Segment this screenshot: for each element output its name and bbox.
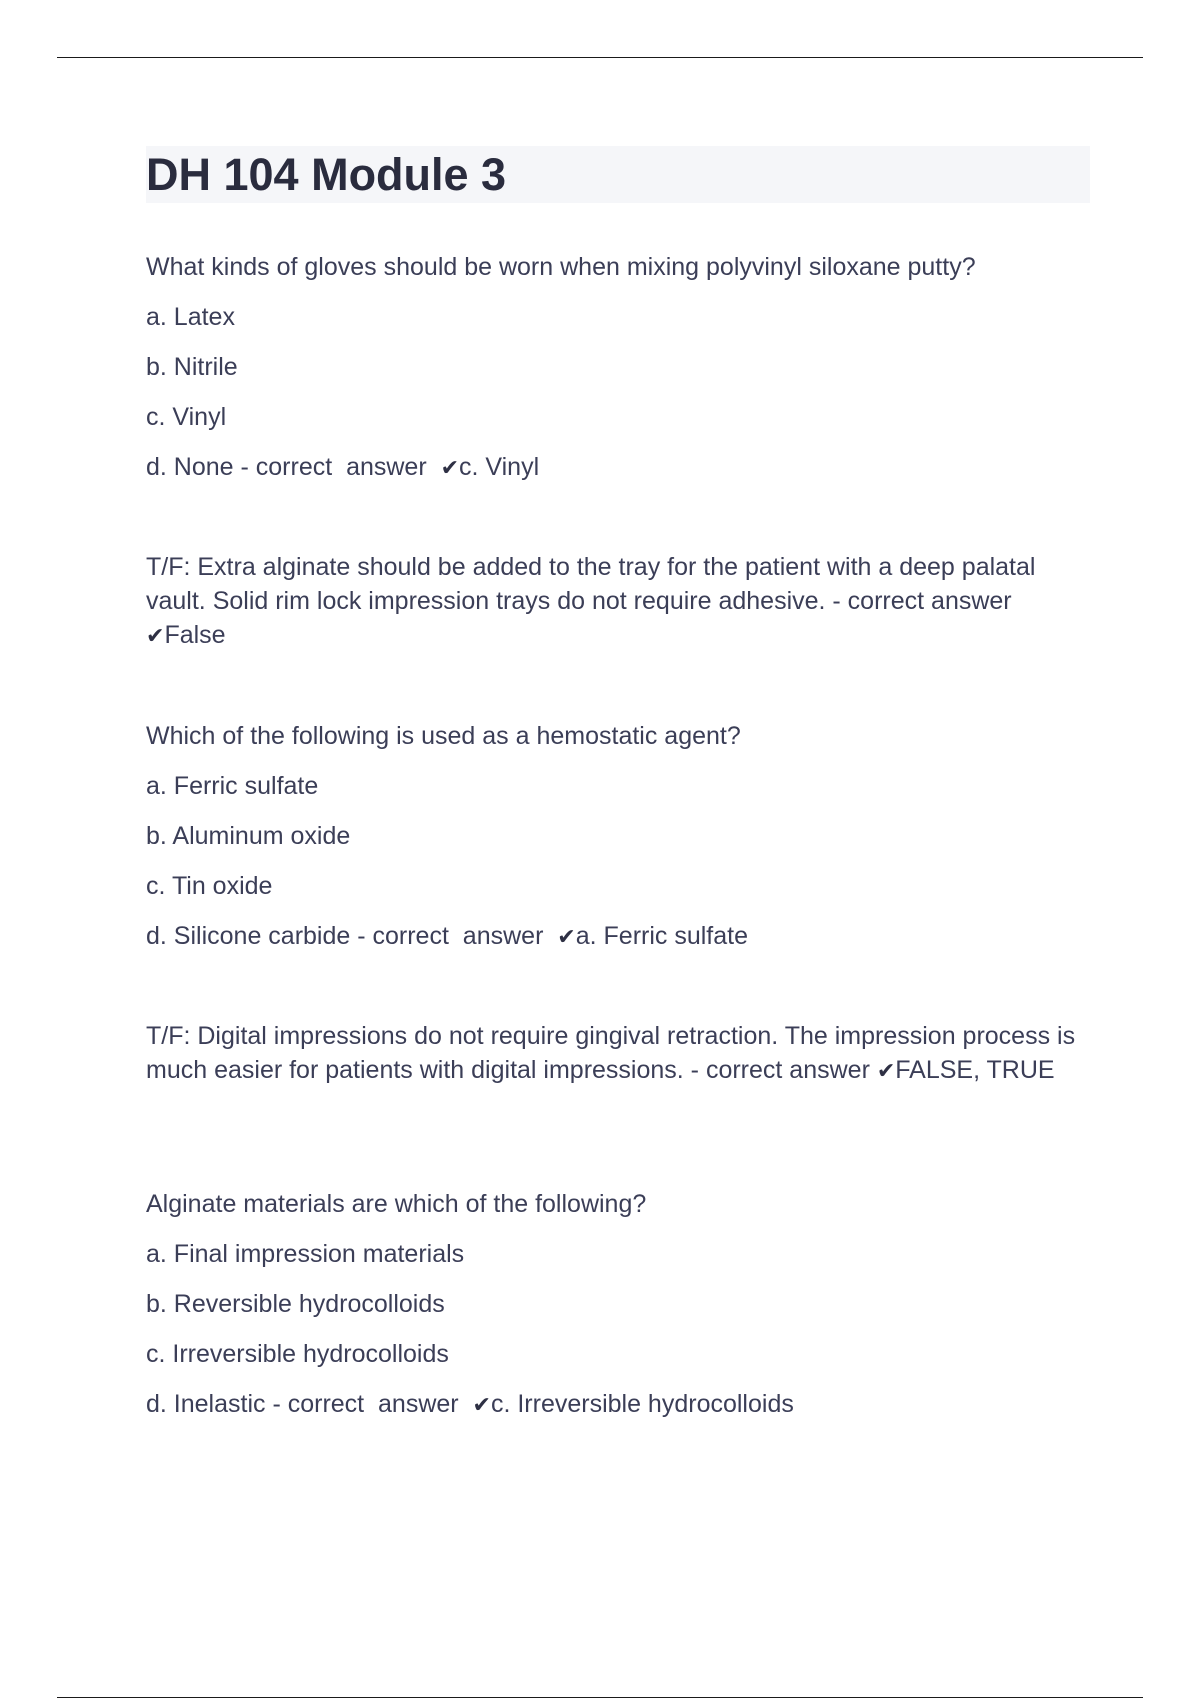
answer-option-last: d. Silicone carbide - correct answer (146, 922, 558, 950)
checkmark-icon: ✔ (146, 624, 165, 649)
checkmark-icon: ✔ (440, 456, 459, 481)
true-false-question (146, 550, 1090, 654)
question-text: T/F: Digital impressions do not require gingival retraction. The impression process is much easier for patients with digital impressions. - correct answer (146, 1022, 1076, 1084)
page-title: DH 104 Module 3 (146, 149, 507, 200)
answer-option: a. Latex (146, 303, 235, 331)
question-block-3 (146, 719, 1090, 971)
question-prompt: Which of the following is used as a hemostatic agent? (146, 722, 741, 750)
answer-option: a. Final impression materials (146, 1240, 465, 1268)
title-bar (146, 146, 1090, 203)
question-block-1 (146, 250, 1090, 502)
answer-option: b. Reversible hydrocolloids (146, 1290, 445, 1318)
question-text: T/F: Extra alginate should be added to the tray for the patient with a deep palatal vault. Solid rim lock impression trays do not require adhesive. - correct answer (146, 553, 1036, 615)
answer-option-last: d. Inelastic - correct answer (146, 1390, 473, 1418)
answer-option-last: d. None - correct answer (146, 453, 441, 481)
question-block-2 (146, 550, 1090, 654)
true-false-question (146, 1019, 1090, 1089)
correct-answer: a. Ferric sulfate (575, 922, 748, 950)
checkmark-icon: ✔ (557, 925, 576, 950)
top-rule (57, 57, 1143, 58)
checkmark-icon: ✔ (876, 1059, 896, 1084)
question-block-4 (146, 1019, 1090, 1089)
checkmark-icon: ✔ (472, 1393, 491, 1418)
question-prompt: What kinds of gloves should be worn when mixing polyvinyl siloxane putty? (146, 253, 976, 281)
answer-option: b. Aluminum oxide (146, 822, 351, 850)
correct-answer: FALSE, TRUE (895, 1056, 1055, 1084)
correct-answer: c. Irreversible hydrocolloids (490, 1390, 794, 1418)
correct-answer: False (164, 621, 226, 649)
answer-option-with-correct (146, 919, 1090, 955)
answer-option: a. Ferric sulfate (146, 772, 319, 800)
bottom-rule (57, 1697, 1143, 1698)
question-prompt: Alginate materials are which of the following? (146, 1190, 647, 1218)
answer-option-with-correct (146, 1387, 1090, 1423)
answer-option: c. Irreversible hydrocolloids (146, 1340, 449, 1368)
answer-option: c. Tin oxide (146, 872, 273, 900)
answer-option: c. Vinyl (146, 403, 227, 431)
document-header (146, 146, 1090, 203)
answer-option-with-correct (146, 450, 1090, 486)
answer-option: b. Nitrile (146, 353, 238, 381)
correct-answer: c. Vinyl (459, 453, 540, 481)
question-block-5 (146, 1187, 1090, 1439)
